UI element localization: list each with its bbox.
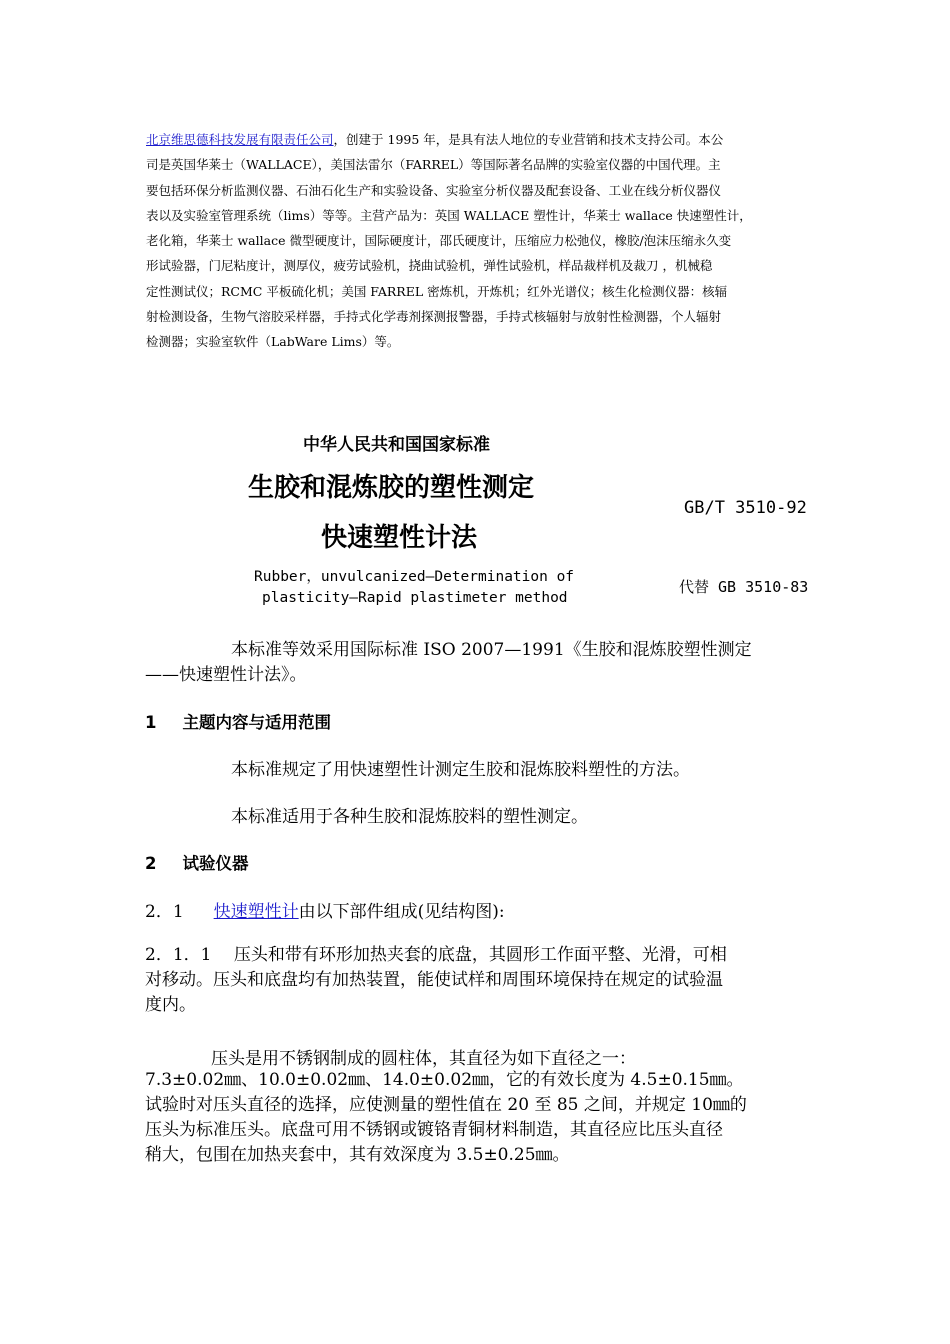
standard-title-line2: 快速塑性计法 bbox=[321, 523, 478, 553]
standard-code: GB/T 3510-92 bbox=[684, 498, 807, 518]
standard-label: 中华人民共和国国家标准 bbox=[303, 435, 490, 455]
adoption-line1: 本标准等效采用国际标准 ISO 2007—1991《生胶和混炼胶塑性测定 bbox=[231, 640, 752, 660]
intro-line: 表以及实验室管理系统（lims）等等。主营产品为：英国 WALLACE 塑性计，华莱士 wallace 快速塑性计， bbox=[146, 207, 752, 223]
standard-title-line1: 生胶和混炼胶的塑性测定 bbox=[248, 473, 535, 503]
section1-title: 主题内容与适用范围 bbox=[182, 713, 331, 732]
section1-heading bbox=[145, 709, 331, 733]
english-title-line2: plasticity—Rapid plastimeter method bbox=[262, 590, 568, 606]
section1-number: 1 bbox=[145, 713, 157, 732]
section1-paragraph2: 本标准适用于各种生胶和混炼胶料的塑性测定。 bbox=[231, 807, 588, 827]
paragraph-line: 度内。 bbox=[145, 995, 196, 1015]
company-link[interactable]: 北京维思德科技发展有限责任公司 bbox=[146, 132, 334, 147]
rapid-plastimeter-link[interactable]: 快速塑性计 bbox=[213, 902, 299, 922]
section2-number: 2 bbox=[145, 854, 157, 873]
replaces-standard: 代替 GB 3510-83 bbox=[679, 578, 809, 596]
adoption-line2: ——快速塑性计法》。 bbox=[145, 665, 307, 685]
english-title-line1: Rubber，unvulcanized—Determination of bbox=[254, 569, 575, 585]
paragraph-line: 对移动。压头和底盘均有加热装置，能使试样和周围环境保持在规定的试验温 bbox=[145, 970, 723, 990]
indenter-description bbox=[145, 1068, 805, 1168]
paragraph-line: 7.3±0.02㎜、10.0±0.02㎜、14.0±0.02㎜，它的有效长度为 4.5±0.15㎜。 bbox=[145, 1070, 744, 1090]
intro-line: 老化箱，华莱士 wallace 微型硬度计，国际硬度计，邵氏硬度计，压缩应力松弛仪，橡胶/泡沫压缩永久变 bbox=[146, 233, 732, 249]
section1-paragraph1: 本标准规定了用快速塑性计测定生胶和混炼胶料塑性的方法。 bbox=[231, 760, 690, 780]
paragraph-line: 压头为标准压头。底盘可用不锈钢或镀铬青铜材料制造，其直径应比压头直径 bbox=[145, 1120, 723, 1140]
intro-line: 形试验器，门尼粘度计，测厚仪，疲劳试验机，挠曲试验机，弹性试验机，样品裁样机及裁刀 ，机械稳 bbox=[146, 258, 713, 274]
intro-line: 司是英国华莱士（WALLACE），美国法雷尔（FARREL）等国际著名品牌的实验室仪器的中国代理。主 bbox=[146, 157, 721, 173]
intro-line: 定性测试仪；RCMC 平板硫化机；美国 FARREL 密炼机，开炼机；红外光谱仪；核生化检测仪器：核辐 bbox=[146, 283, 728, 299]
intro-line: 要包括环保分析监测仪器、石油石化生产和实验设备、实验室分析仪器及配套设备、工业在线分析仪器仪 bbox=[146, 182, 722, 198]
intro-paragraph bbox=[146, 127, 816, 355]
indenter-description-line1: 压头是用不锈钢制成的圆柱体，其直径为如下直径之一： bbox=[211, 1049, 636, 1069]
section2-title: 试验仪器 bbox=[182, 854, 249, 873]
section2-heading bbox=[145, 850, 248, 874]
paragraph-line: 稍大，包围在加热夹套中，其有效深度为 3.5±0.25㎜。 bbox=[145, 1145, 570, 1165]
subsection-2-1-text: 由以下部件组成(见结构图): bbox=[298, 902, 505, 922]
paragraph-line: 2．1．1 压头和带有环形加热夹套的底盘，其圆形工作面平整、光滑，可相 bbox=[145, 945, 727, 965]
intro-line: 射检测设备，生物气溶胶采样器，手持式化学毒剂探测报警器，手持式核辐射与放射性检测器，个人辐射 bbox=[146, 309, 722, 325]
subsection-2-1 bbox=[145, 897, 505, 922]
intro-line-text: ，创建于 1995 年，是具有法人地位的专业营销和技术支持公司。本公 bbox=[333, 132, 724, 147]
paragraph-line: 试验时对压头直径的选择，应使测量的塑性值在 20 至 85 之间，并规定 10㎜的 bbox=[145, 1095, 747, 1115]
intro-line bbox=[146, 127, 816, 152]
intro-line: 检测器；实验室软件（LabWare Lims）等。 bbox=[146, 334, 400, 350]
subsection-2-1-number: 2．1 bbox=[145, 902, 184, 922]
subsection-2-1-1 bbox=[145, 943, 805, 1018]
